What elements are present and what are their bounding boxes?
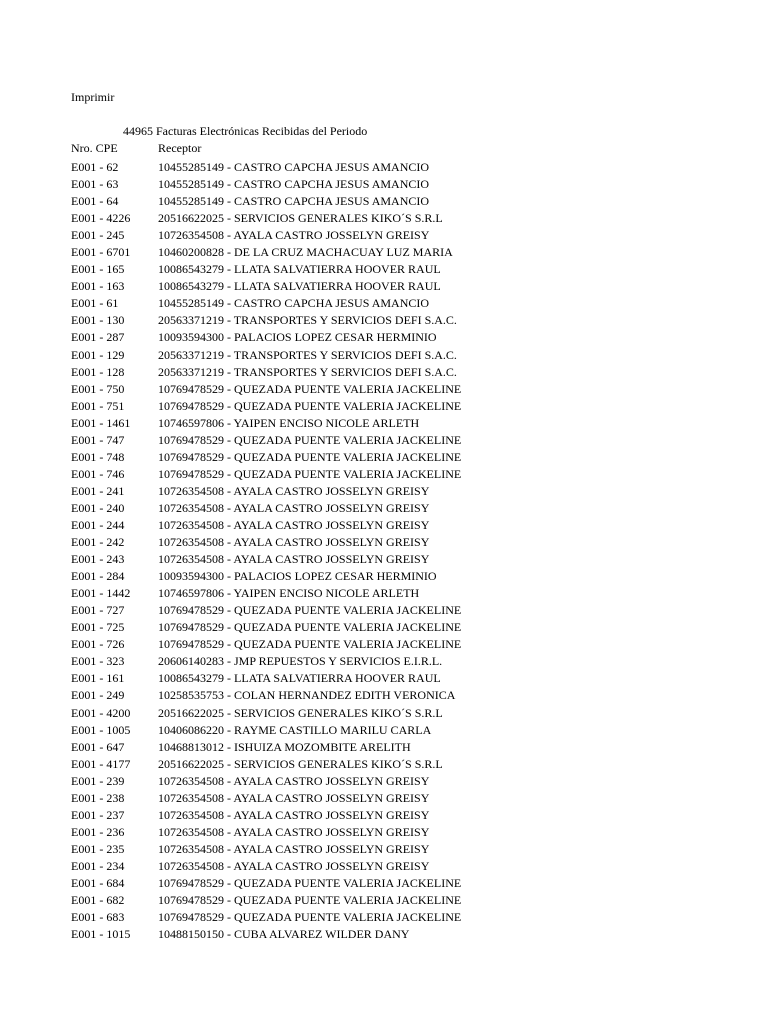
receptor-cell: 10093594300 - PALACIOS LOPEZ CESAR HERMINIO [158, 330, 437, 345]
receptor-cell: 10726354508 - AYALA CASTRO JOSSELYN GREISY [158, 517, 430, 532]
table-row [71, 176, 671, 193]
nro-cpe-cell: E001 - 4177 [71, 756, 131, 771]
receptor-cell: 10726354508 - AYALA CASTRO JOSSELYN GREISY [158, 824, 430, 839]
nro-cpe-cell: E001 - 235 [71, 841, 125, 856]
nro-cpe-cell: E001 - 746 [71, 466, 125, 481]
nro-cpe-cell: E001 - 130 [71, 313, 125, 328]
receptor-cell: 10406086220 - RAYME CASTILLO MARILU CARLA [158, 722, 432, 737]
table-row [71, 483, 671, 500]
table-row [71, 858, 671, 875]
receptor-cell: 10769478529 - QUEZADA PUENTE VALERIA JACKELINE [158, 466, 462, 481]
nro-cpe-cell: E001 - 751 [71, 398, 125, 413]
receptor-cell: 10468813012 - ISHUIZA MOZOMBITE ARELITH [158, 739, 411, 754]
receptor-cell: 10769478529 - QUEZADA PUENTE VALERIA JACKELINE [158, 603, 462, 618]
receptor-cell: 10086543279 - LLATA SALVATIERRA HOOVER RAUL [158, 262, 441, 277]
nro-cpe-cell: E001 - 4200 [71, 705, 131, 720]
table-row [71, 312, 671, 329]
receptor-cell: 10726354508 - AYALA CASTRO JOSSELYN GREISY [158, 552, 430, 567]
nro-cpe-cell: E001 - 748 [71, 449, 125, 464]
nro-cpe-cell: E001 - 245 [71, 228, 125, 243]
nro-cpe-cell: E001 - 128 [71, 364, 125, 379]
nro-cpe-cell: E001 - 241 [71, 483, 125, 498]
table-row [71, 841, 671, 858]
receptor-cell: 10488150150 - CUBA ALVAREZ WILDER DANY [158, 927, 410, 942]
table-row [71, 807, 671, 824]
nro-cpe-cell: E001 - 244 [71, 517, 125, 532]
table-row [71, 773, 671, 790]
nro-cpe-cell: E001 - 647 [71, 739, 125, 754]
nro-cpe-cell: E001 - 727 [71, 603, 125, 618]
nro-cpe-cell: E001 - 161 [71, 671, 125, 686]
receptor-cell: 10455285149 - CASTRO CAPCHA JESUS AMANCIO [158, 177, 430, 192]
table-row [71, 824, 671, 841]
table-row [71, 415, 671, 432]
nro-cpe-cell: E001 - 726 [71, 637, 125, 652]
nro-cpe-cell: E001 - 284 [71, 569, 125, 584]
nro-cpe-cell: E001 - 1442 [71, 586, 131, 601]
table-row [71, 398, 671, 415]
table-row [71, 687, 671, 704]
nro-cpe-cell: E001 - 236 [71, 824, 125, 839]
table-row [71, 926, 671, 943]
receptor-cell: 10086543279 - LLATA SALVATIERRA HOOVER RAUL [158, 671, 441, 686]
table-row [71, 653, 671, 670]
nro-cpe-cell: E001 - 683 [71, 910, 125, 925]
receptor-cell: 10726354508 - AYALA CASTRO JOSSELYN GREISY [158, 228, 430, 243]
receptor-cell: 10726354508 - AYALA CASTRO JOSSELYN GREISY [158, 773, 430, 788]
receptor-cell: 10769478529 - QUEZADA PUENTE VALERIA JACKELINE [158, 381, 462, 396]
table-row [71, 790, 671, 807]
nro-cpe-cell: E001 - 750 [71, 381, 125, 396]
table-row [71, 347, 671, 364]
nro-cpe-cell: E001 - 725 [71, 620, 125, 635]
nro-cpe-cell: E001 - 63 [71, 177, 119, 192]
table-row [71, 756, 671, 773]
table-row [71, 517, 671, 534]
receptor-cell: 20563371219 - TRANSPORTES Y SERVICIOS DEFI S.A.C. [158, 313, 457, 328]
table-row [71, 705, 671, 722]
table-row [71, 892, 671, 909]
receptor-cell: 10769478529 - QUEZADA PUENTE VALERIA JACKELINE [158, 637, 462, 652]
table-row [71, 193, 671, 210]
nro-cpe-cell: E001 - 6701 [71, 245, 131, 260]
nro-cpe-cell: E001 - 1461 [71, 415, 131, 430]
receptor-cell: 10258535753 - COLAN HERNANDEZ EDITH VERONICA [158, 688, 456, 703]
receptor-cell: 10769478529 - QUEZADA PUENTE VALERIA JACKELINE [158, 398, 462, 413]
receptor-cell: 10769478529 - QUEZADA PUENTE VALERIA JACKELINE [158, 620, 462, 635]
table-row [71, 909, 671, 926]
receptor-cell: 10455285149 - CASTRO CAPCHA JESUS AMANCIO [158, 160, 430, 174]
receptor-cell: 10726354508 - AYALA CASTRO JOSSELYN GREISY [158, 535, 430, 550]
table-row [71, 210, 671, 227]
nro-cpe-cell: E001 - 747 [71, 432, 125, 447]
column-header-receptor: Receptor [158, 141, 202, 155]
receptor-cell: 10769478529 - QUEZADA PUENTE VALERIA JACKELINE [158, 432, 462, 447]
receptor-cell: 10726354508 - AYALA CASTRO JOSSELYN GREISY [158, 483, 430, 498]
nro-cpe-cell: E001 - 62 [71, 160, 119, 174]
table-row [71, 381, 671, 398]
table-row [71, 500, 671, 517]
nro-cpe-cell: E001 - 238 [71, 790, 125, 805]
receptor-cell: 10726354508 - AYALA CASTRO JOSSELYN GREISY [158, 858, 430, 873]
receptor-cell: 10769478529 - QUEZADA PUENTE VALERIA JACKELINE [158, 875, 462, 890]
receptor-cell: 10726354508 - AYALA CASTRO JOSSELYN GREISY [158, 841, 430, 856]
nro-cpe-cell: E001 - 240 [71, 500, 125, 515]
table-row [71, 159, 671, 176]
receptor-cell: 10746597806 - YAIPEN ENCISO NICOLE ARLETH [158, 415, 420, 430]
nro-cpe-cell: E001 - 249 [71, 688, 125, 703]
nro-cpe-cell: E001 - 242 [71, 535, 125, 550]
nro-cpe-cell: E001 - 129 [71, 347, 125, 362]
nro-cpe-cell: E001 - 61 [71, 296, 119, 311]
receptor-cell: 10455285149 - CASTRO CAPCHA JESUS AMANCIO [158, 296, 430, 311]
receptor-cell: 10093594300 - PALACIOS LOPEZ CESAR HERMINIO [158, 569, 437, 584]
table-row [71, 329, 671, 346]
nro-cpe-cell: E001 - 64 [71, 194, 119, 209]
table-row [71, 602, 671, 619]
table-row [71, 875, 671, 892]
receptor-cell: 10086543279 - LLATA SALVATIERRA HOOVER RAUL [158, 279, 441, 294]
receptor-cell: 20516622025 - SERVICIOS GENERALES KIKO´S S.R.L [158, 705, 443, 720]
receptor-cell: 10726354508 - AYALA CASTRO JOSSELYN GREISY [158, 790, 430, 805]
table-header [71, 140, 671, 156]
table-row [71, 295, 671, 312]
table-row [71, 722, 671, 739]
receptor-cell: 10726354508 - AYALA CASTRO JOSSELYN GREISY [158, 500, 430, 515]
table-row [71, 739, 671, 756]
table-row [71, 619, 671, 636]
receptor-cell: 20563371219 - TRANSPORTES Y SERVICIOS DEFI S.A.C. [158, 347, 457, 362]
receptor-cell: 20563371219 - TRANSPORTES Y SERVICIOS DEFI S.A.C. [158, 364, 457, 379]
receptor-cell: 10769478529 - QUEZADA PUENTE VALERIA JACKELINE [158, 893, 462, 908]
print-link[interactable]: Imprimir [71, 90, 115, 104]
nro-cpe-cell: E001 - 323 [71, 654, 125, 669]
receptor-cell: 10726354508 - AYALA CASTRO JOSSELYN GREISY [158, 807, 430, 822]
receptor-cell: 20516622025 - SERVICIOS GENERALES KIKO´S S.R.L [158, 756, 443, 771]
table-row [71, 432, 671, 449]
nro-cpe-cell: E001 - 684 [71, 875, 125, 890]
nro-cpe-cell: E001 - 239 [71, 773, 125, 788]
table-row [71, 227, 671, 244]
receptor-cell: 20516622025 - SERVICIOS GENERALES KIKO´S S.R.L [158, 211, 443, 226]
table-row [71, 364, 671, 381]
invoice-list [71, 159, 671, 943]
receptor-cell: 10769478529 - QUEZADA PUENTE VALERIA JACKELINE [158, 449, 462, 464]
table-row [71, 585, 671, 602]
column-header-nro-cpe: Nro. CPE [71, 141, 118, 155]
report-title: 44965 Facturas Electrónicas Recibidas del Periodo [123, 124, 368, 138]
nro-cpe-cell: E001 - 287 [71, 330, 125, 345]
nro-cpe-cell: E001 - 165 [71, 262, 125, 277]
nro-cpe-cell: E001 - 234 [71, 858, 125, 873]
table-row [71, 261, 671, 278]
receptor-cell: 10460200828 - DE LA CRUZ MACHACUAY LUZ MARIA [158, 245, 453, 260]
table-row [71, 278, 671, 295]
table-row [71, 551, 671, 568]
receptor-cell: 10455285149 - CASTRO CAPCHA JESUS AMANCIO [158, 194, 430, 209]
table-row [71, 466, 671, 483]
table-row [71, 449, 671, 466]
receptor-cell: 10769478529 - QUEZADA PUENTE VALERIA JACKELINE [158, 910, 462, 925]
table-row [71, 244, 671, 261]
nro-cpe-cell: E001 - 163 [71, 279, 125, 294]
table-row [71, 636, 671, 653]
nro-cpe-cell: E001 - 237 [71, 807, 125, 822]
table-row [71, 568, 671, 585]
receptor-cell: 20606140283 - JMP REPUESTOS Y SERVICIOS E.I.R.L. [158, 654, 443, 669]
nro-cpe-cell: E001 - 1005 [71, 722, 131, 737]
nro-cpe-cell: E001 - 682 [71, 893, 125, 908]
nro-cpe-cell: E001 - 4226 [71, 211, 131, 226]
receptor-cell: 10746597806 - YAIPEN ENCISO NICOLE ARLETH [158, 586, 420, 601]
table-row [71, 670, 671, 687]
nro-cpe-cell: E001 - 243 [71, 552, 125, 567]
nro-cpe-cell: E001 - 1015 [71, 927, 131, 942]
table-row [71, 534, 671, 551]
